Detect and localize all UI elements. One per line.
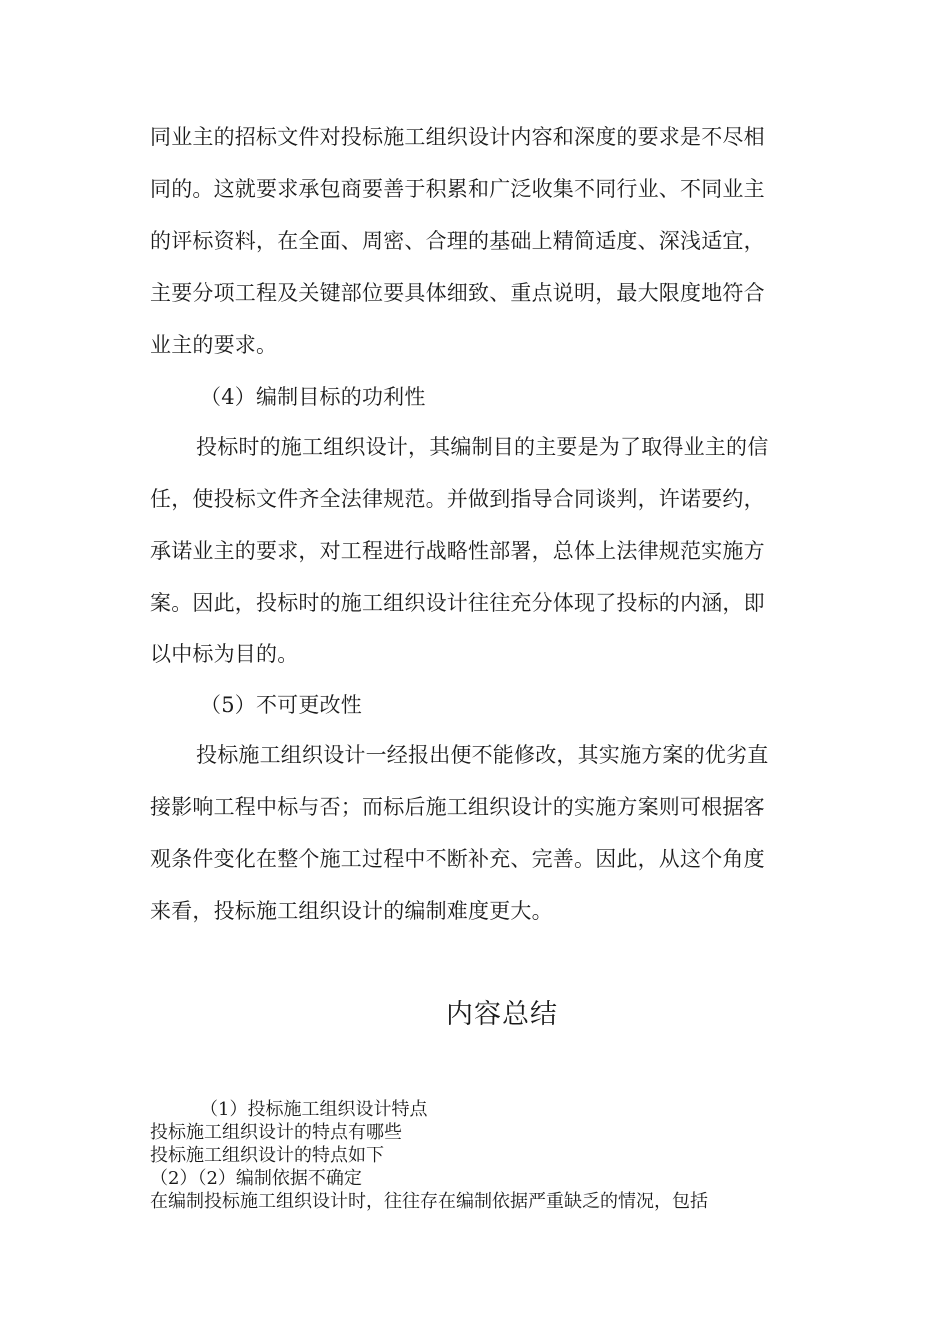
summary-line-5: 在编制投标施工组织设计时，往往存在编制依据严重缺乏的情况，包括: [150, 1191, 708, 1212]
summary-title: 内容总结: [446, 999, 558, 1030]
summary-line-1: （1）投标施工组织设计特点: [200, 1099, 428, 1120]
paragraph-2-line-1: 投标时的施工组织设计，其编制目的主要是为了取得业主的信: [196, 435, 769, 459]
paragraph-2-line-5: 以中标为目的。: [150, 642, 299, 666]
summary-line-2: 投标施工组织设计的特点有哪些: [150, 1122, 402, 1143]
paragraph-1-line-4: 主要分项工程及关键部位要具体细致、重点说明，最大限度地符合: [150, 281, 765, 305]
paragraph-2-line-3: 承诺业主的要求，对工程进行战略性部署，总体上法律规范实施方: [150, 539, 765, 563]
paragraph-1-line-1: 同业主的招标文件对投标施工组织设计内容和深度的要求是不尽相: [150, 125, 765, 149]
paragraph-3-line-1: 投标施工组织设计一经报出便不能修改，其实施方案的优劣直: [196, 743, 769, 767]
paragraph-1-line-3: 的评标资料，在全面、周密、合理的基础上精简适度、深浅适宜，: [150, 229, 765, 253]
section-heading-4: （4）编制目标的功利性: [200, 385, 426, 409]
paragraph-2-line-4: 案。因此，投标时的施工组织设计往往充分体现了投标的内涵，即: [150, 591, 765, 615]
section-heading-5: （5）不可更改性: [200, 693, 362, 717]
summary-line-4: （2）（2）编制依据不确定: [150, 1168, 362, 1189]
paragraph-1-line-5: 业主的要求。: [150, 333, 278, 357]
paragraph-1-line-2: 同的。这就要求承包商要善于积累和广泛收集不同行业、不同业主: [150, 177, 765, 201]
paragraph-3-line-2: 接影响工程中标与否；而标后施工组织设计的实施方案则可根据客: [150, 795, 765, 819]
paragraph-2-line-2: 任，使投标文件齐全法律规范。并做到指导合同谈判，许诺要约，: [150, 487, 765, 511]
paragraph-3-line-3: 观条件变化在整个施工过程中不断补充、完善。因此，从这个角度: [150, 847, 765, 871]
paragraph-3-line-4: 来看，投标施工组织设计的编制难度更大。: [150, 899, 553, 923]
summary-line-3: 投标施工组织设计的特点如下: [150, 1145, 384, 1166]
